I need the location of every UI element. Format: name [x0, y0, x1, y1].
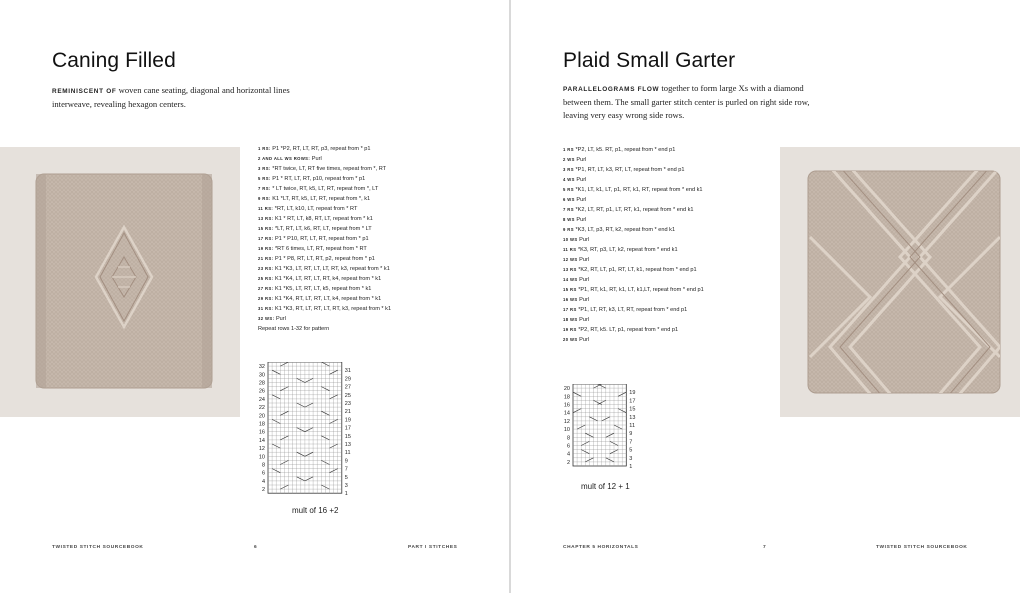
chart-row-label: 30	[258, 372, 265, 379]
instruction-row: 11 RS *K3, RT, p3, LT, k2, repeat from * end k1	[563, 247, 678, 253]
chart-row-label: 6	[566, 443, 570, 450]
left-page-number: 6	[254, 545, 258, 550]
instruction-row: 3 RS *P1, RT, LT, k3, RT, LT, repeat from * end p1	[563, 167, 685, 173]
chart-row-label: 12	[563, 418, 570, 425]
chart-row-label: 9	[344, 458, 348, 465]
plaid-small-garter-swatch-photo	[780, 147, 1020, 417]
instruction-row: 12 WS Purl	[563, 257, 590, 263]
instruction-row: 7 RS *K2, LT, RT, p1, LT, RT, k1, repeat from * end k1	[563, 207, 694, 213]
chart-row-label: 13	[629, 414, 636, 421]
right-footer-chapter: CHAPTER 5 HORIZONTALS	[563, 545, 639, 550]
chart-row-label: 23	[344, 401, 351, 407]
chart-row-label: 7	[344, 466, 348, 473]
instruction-row: 19 RS *P2, RT, k5. LT, p1, repeat from * end p1	[563, 327, 679, 333]
caning-filled-swatch-photo	[0, 147, 240, 417]
swatch-illustration	[780, 147, 1020, 417]
chart-row-label: 8	[566, 435, 570, 442]
instruction-row: Repeat rows 1-32 for pattern	[258, 326, 330, 332]
chart-row-label: 3	[344, 483, 348, 489]
left-footer-book-title: TWISTED STITCH SOURCEBOOK	[52, 545, 144, 550]
swatch-illustration	[0, 147, 240, 417]
instruction-row: 19 RS: *RT 6 times, LT, RT, repeat from * RT	[258, 246, 367, 252]
chart-row-label: 18	[258, 421, 265, 428]
instruction-row: 13 RS: K1 * RT, LT, k8, RT, LT, repeat from * k1	[258, 216, 373, 222]
chart-row-label: 26	[258, 388, 265, 395]
chart-row-label: 12	[258, 446, 265, 453]
left-chart-multiple: mult of 16 +2	[292, 506, 339, 515]
instruction-row: 16 WS Purl	[563, 297, 590, 303]
instruction-row: 5 RS *K1, LT, k1, LT, p1, RT, k1, RT, repeat from * end k1	[563, 187, 703, 193]
chart-row-label: 14	[563, 410, 570, 417]
chart-row-label: 10	[563, 427, 570, 434]
instruction-row: 7 RS: * LT twice, RT, k5, LT, RT, repeat from *, LT	[258, 186, 379, 192]
right-intro-lead: PARALLELOGRAMS FLOW	[563, 86, 660, 93]
chart-row-label: 11	[344, 450, 351, 457]
chart-row-label: 17	[344, 425, 351, 432]
left-instruction-list	[258, 144, 391, 334]
instruction-row: 1 RS *P2, LT, k5. RT, p1, repeat from * end p1	[563, 147, 676, 153]
chart-row-label: 31	[344, 368, 351, 375]
chart-row-label: 4	[566, 451, 570, 458]
chart-row-label: 17	[629, 398, 636, 405]
instruction-row: 29 RS: K1 *K4, RT, LT, RT, LT, k4, repeat from * k1	[258, 296, 382, 302]
chart-row-label: 1	[344, 491, 348, 498]
left-intro	[52, 84, 314, 111]
instruction-row: 17 RS *P1, LT, RT, k3, LT, RT, repeat from * end p1	[563, 307, 688, 313]
right-instruction-list	[563, 145, 704, 345]
left-intro-text: woven cane seating, diagonal and horizontal lines interweave, revealing hexagon centers.	[52, 85, 290, 109]
chart-row-label: 14	[258, 437, 265, 444]
chart-row-label: 10	[258, 454, 265, 461]
chart-row-label: 5	[629, 447, 633, 454]
right-knitting-chart	[559, 384, 674, 474]
right-intro-text: together to form large Xs with a diamond between them. The small garter stitch center is purled on right side row, leaving very easy wrong side rows.	[563, 83, 810, 120]
instruction-row: 1 RS: P1 *P2, RT, LT, RT, p3, repeat from * p1	[258, 146, 371, 152]
chart-row-label: 2	[261, 487, 265, 494]
chart-row-label: 25	[344, 392, 351, 399]
instruction-row: 9 RS: K1 *LT, RT, k5, LT, RT, repeat from *, k1	[258, 196, 371, 202]
chart-row-label: 19	[629, 390, 636, 397]
chart-row-label: 16	[258, 429, 265, 436]
left-footer-section: PART I STITCHES	[408, 545, 458, 550]
chart-row-label: 22	[258, 405, 265, 412]
left-intro-lead: REMINISCENT OF	[52, 88, 117, 95]
instruction-row: 6 WS Purl	[563, 197, 587, 203]
instruction-row: 17 RS: P1 * P10, RT, LT, RT, repeat from * p1	[258, 236, 369, 242]
instruction-row: 5 RS: P1 * RT, LT, RT, p10, repeat from * p1	[258, 176, 366, 182]
instruction-row: 15 RS: *LT, RT, LT, k6, RT, LT, repeat from * LT	[258, 226, 372, 232]
chart-row-label: 11	[629, 423, 636, 429]
instruction-row: 8 WS Purl	[563, 217, 587, 223]
chart-row-label: 19	[344, 417, 351, 424]
chart-row-label: 4	[261, 478, 265, 485]
right-page	[511, 0, 1020, 593]
instruction-row: 21 RS: P1 * P8, RT, LT, RT, p2, repeat from * p1	[258, 256, 375, 262]
right-chart-multiple: mult of 12 + 1	[581, 482, 630, 491]
right-footer-book-title: TWISTED STITCH SOURCEBOOK	[876, 545, 968, 550]
instruction-row: 4 WS Purl	[563, 177, 587, 183]
left-knitting-chart	[252, 362, 402, 502]
instruction-row: 14 WS Purl	[563, 277, 590, 283]
chart-row-label: 20	[563, 386, 570, 393]
chart-row-label: 8	[261, 462, 265, 469]
chart-row-label: 9	[629, 431, 633, 438]
right-page-number: 7	[763, 545, 767, 550]
chart-row-label: 1	[629, 464, 633, 470]
chart-row-label: 7	[629, 439, 633, 446]
chart-row-label: 13	[344, 442, 351, 448]
chart-row-label: 16	[563, 402, 570, 409]
chart-row-label: 29	[344, 376, 351, 383]
left-pattern-title: Caning Filled	[52, 49, 176, 72]
chart-row-label: 3	[629, 455, 633, 462]
instruction-row: 9 RS *K3, LT, p3, RT, k2, repeat from * end k1	[563, 227, 676, 233]
right-intro	[563, 82, 818, 122]
chart-row-label: 27	[344, 384, 351, 391]
instruction-row: 31 RS: K1 *K3, RT, LT, RT, LT, RT, k3, repeat from * k1	[258, 306, 392, 312]
chart-row-label: 15	[629, 406, 636, 413]
instruction-row: 23 RS: K1 *K3, LT, RT, LT, LT, RT, k3, repeat from * k1	[258, 266, 390, 272]
instruction-row: 13 RS *K2, RT, LT, p1, RT, LT, k1, repeat from * end p1	[563, 267, 697, 273]
instruction-row: 15 RS *P1, RT, k1, RT, k1, LT, k1,LT, repeat from * end p1	[563, 287, 704, 293]
left-page	[0, 0, 509, 593]
instruction-row: 2 AND ALL WS ROWS: Purl	[258, 156, 322, 162]
instruction-row: 2 WS Purl	[563, 157, 587, 163]
instruction-row: 27 RS: K1 *K5, LT, RT, LT, k5, repeat from * k1	[258, 286, 372, 292]
instruction-row: 10 WS Purl	[563, 237, 590, 243]
chart-row-label: 28	[258, 380, 265, 387]
right-pattern-title: Plaid Small Garter	[563, 49, 736, 72]
instruction-row: 32 WS: Purl	[258, 316, 286, 322]
left-chart-grid	[268, 362, 342, 493]
chart-row-label: 32	[258, 364, 265, 371]
instruction-row: 3 RS: *RT twice, LT, RT five times, repeat from *, RT	[258, 166, 387, 172]
chart-row-label: 2	[566, 459, 570, 466]
instruction-row: 25 RS: K1 *K4, LT, RT, LT, RT, k4, repeat from * k1	[258, 276, 382, 282]
chart-row-label: 24	[258, 396, 265, 403]
chart-row-label: 5	[344, 474, 348, 481]
chart-row-label: 21	[344, 409, 351, 416]
chart-row-label: 20	[258, 413, 265, 420]
chart-row-label: 6	[261, 470, 265, 477]
chart-row-label: 15	[344, 433, 351, 440]
instruction-row: 20 WS Purl	[563, 337, 590, 343]
instruction-row: 11 RS: *RT, LT, k10, LT, repeat from * RT	[258, 206, 358, 212]
chart-row-label: 18	[563, 394, 570, 401]
instruction-row: 18 WS Purl	[563, 317, 590, 323]
